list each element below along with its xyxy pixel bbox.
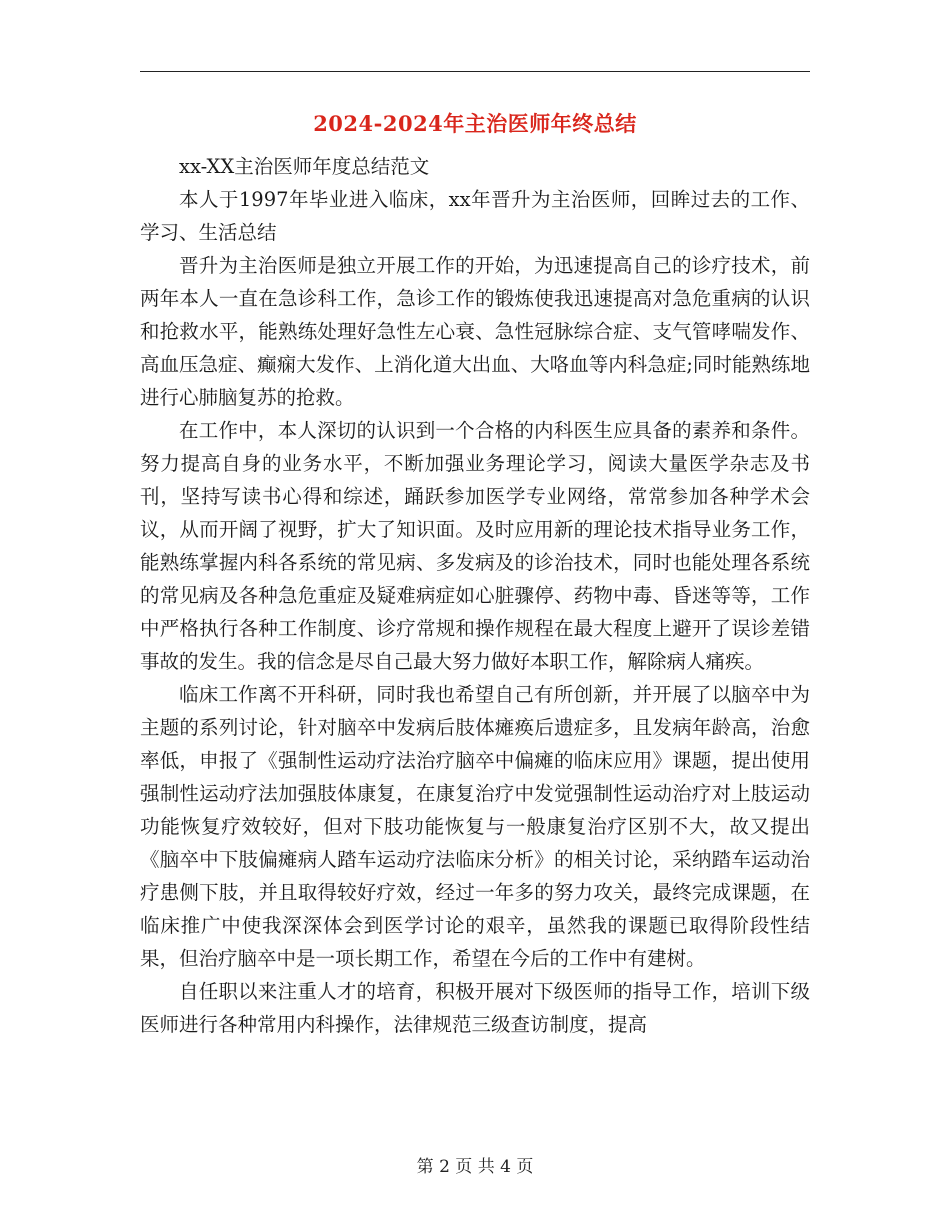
page-footer: 第 2 页 共 4 页	[416, 1157, 534, 1177]
document-title: 2024-2024年主治医师年终总结	[313, 111, 637, 136]
paragraph-professional-growth: 在工作中，本人深切的认识到一个合格的内科医生应具备的素养和条件。努力提高自身的业务水平，不断加强业务理论学习，阅读大量医学杂志及书刊，坚持写读书心得和综述，踊跃参加医学专业网络，常常参加各种学术会议，从而开阔了视野，扩大了知识面。及时应用新的理论技术指导业务工作，能熟练掌握内科各系统的常见病、多发病及的诊治技术，同时也能处理各系统的常见病及各种急危重症及疑难病症如心脏骤停、药物中毒、昏迷等等，工作中严格执行各种工作制度、诊疗常规和操作规程在最大程度上避开了误诊差错事故的发生。我的信念是尽自己最大努力做好本职工作，解除病人痛疾。	[140, 419, 810, 673]
header-rule	[140, 71, 810, 72]
paragraph-research: 临床工作离不开科研，同时我也希望自己有所创新，并开展了以脑卒中为主题的系列讨论，针对脑卒中发病后肢体瘫痪后遗症多，且发病年龄高，治愈率低，申报了《强制性运动疗法治疗脑卒中偏瘫的临床应用》课题，提出使用强制性运动疗法加强肢体康复，在康复治疗中发觉强制性运动治疗对上肢运动功能恢复疗效较好，但对下肢功能恢复与一般康复治疗区别不大，故又提出《脑卒中下肢偏瘫病人踏车运动疗法临床分析》的相关讨论，采纳踏车运动治疗患侧下肢，并且取得较好疗效，经过一年多的努力攻关，最终完成课题，在临床推广中使我深深体会到医学讨论的艰辛，虽然我的课题已取得阶段性结果，但治疗脑卒中是一项长期工作，希望在今后的工作中有建树。	[140, 683, 810, 970]
paragraph-training: 自任职以来注重人才的培育，积极开展对下级医师的指导工作，培训下级医师进行各种常用内科操作，法律规范三级查访制度，提高	[140, 980, 810, 1036]
paragraph-subtitle: xx-XX主治医师年度总结范文	[179, 155, 430, 178]
paragraph-intro: 本人于1997年毕业进入临床，xx年晋升为主治医师，回眸过去的工作、学习、生活总结	[140, 188, 810, 244]
paragraph-emergency-work: 晋升为主治医师是独立开展工作的开始，为迅速提高自己的诊疗技术，前两年本人一直在急诊科工作，急诊工作的锻炼使我迅速提高对急危重病的认识和抢救水平，能熟练处理好急性左心衰、急性冠脉综合症、支气管哮喘发作、高血压急症、癫痫大发作、上消化道大出血、大咯血等内科急症;同时能熟练地进行心肺脑复苏的抢救。	[140, 254, 810, 409]
document-body	[140, 150, 810, 1041]
